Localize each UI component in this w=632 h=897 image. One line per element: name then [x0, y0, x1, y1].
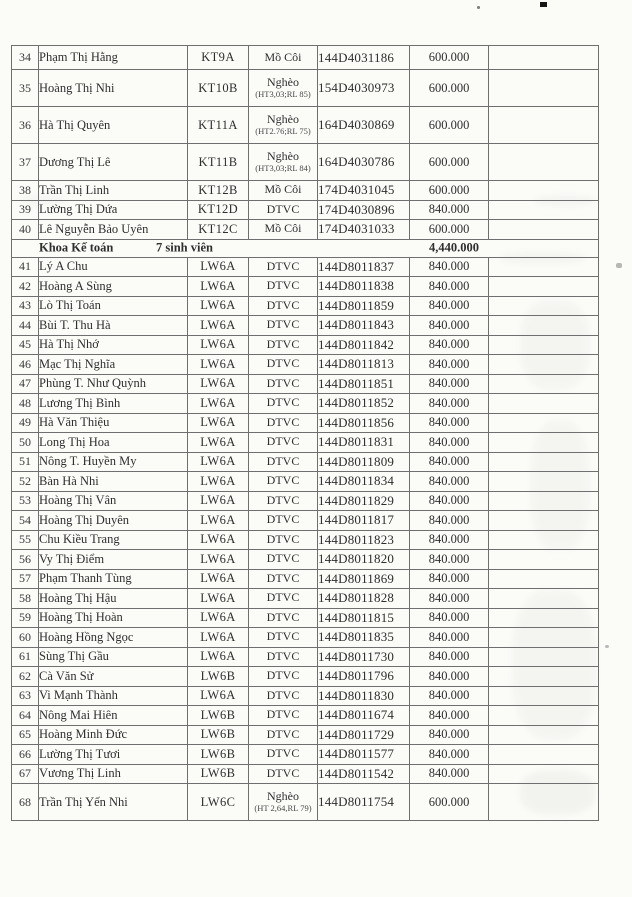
student-row: [12, 452, 599, 472]
cell-row-number: 42: [12, 277, 39, 297]
student-row: [12, 144, 599, 181]
student-row: [12, 706, 599, 726]
student-row: [12, 530, 599, 550]
cell-status: DTVC: [249, 413, 318, 433]
cell-student-id: 144D8011754: [318, 784, 410, 821]
cell-amount: 600.000: [410, 144, 489, 181]
cell-amount: 840.000: [410, 452, 489, 472]
status-label: Nghèo: [267, 149, 299, 164]
cell-student-id: 144D8011838: [318, 277, 410, 297]
student-row: [12, 433, 599, 453]
student-row: [12, 394, 599, 414]
cell-class-code: LW6A: [188, 647, 249, 667]
cell-row-number: 59: [12, 608, 39, 628]
cell-amount: 600.000: [410, 107, 489, 144]
cell-note-empty: [489, 491, 599, 511]
cell-class-code: LW6C: [188, 784, 249, 821]
cell-student-id: 144D8011837: [318, 257, 410, 277]
cell-amount: 840.000: [410, 413, 489, 433]
cell-student-name: Nông T. Huyền My: [39, 452, 188, 472]
cell-student-id: 174D4031033: [318, 220, 410, 240]
cell-note-empty: [489, 628, 599, 648]
student-count: 7 sinh viên: [156, 240, 213, 255]
cell-note-empty: [489, 316, 599, 336]
cell-amount: 840.000: [410, 394, 489, 414]
cell-status: DTVC: [249, 706, 318, 726]
faculty-name: Khoa Kế toán: [39, 240, 114, 255]
cell-class-code: KT9A: [188, 46, 249, 70]
cell-status: DTVC: [249, 647, 318, 667]
cell-row-number: 64: [12, 706, 39, 726]
student-row: [12, 316, 599, 336]
cell-amount: 600.000: [410, 181, 489, 201]
student-row: [12, 257, 599, 277]
cell-student-id: 144D8011815: [318, 608, 410, 628]
cell-student-name: Phùng T. Như Quỳnh: [39, 374, 188, 394]
cell-class-code: LW6A: [188, 374, 249, 394]
cell-class-code: LW6A: [188, 355, 249, 375]
status-note: (HT3,03;RL 85): [255, 89, 311, 100]
cell-note-empty: [489, 550, 599, 570]
cell-student-name: Nông Mai Hiên: [39, 706, 188, 726]
cell-note-empty: [489, 374, 599, 394]
cell-amount: 840.000: [410, 296, 489, 316]
cell-status: DTVC: [249, 608, 318, 628]
cell-row-number: 58: [12, 589, 39, 609]
cell-student-id: 144D8011674: [318, 706, 410, 726]
cell-row-number: 67: [12, 764, 39, 784]
cell-status: DTVC: [249, 257, 318, 277]
cell-row-number: 66: [12, 745, 39, 765]
cell-class-code: LW6A: [188, 413, 249, 433]
cell-note-empty: [489, 569, 599, 589]
cell-note-empty: [489, 70, 599, 107]
cell-class-code: LW6A: [188, 335, 249, 355]
cell-amount: 840.000: [410, 433, 489, 453]
cell-note-empty: [489, 200, 599, 220]
cell-note-empty: [489, 335, 599, 355]
student-row: [12, 589, 599, 609]
cell-student-id: 144D8011831: [318, 433, 410, 453]
cell-amount: 840.000: [410, 725, 489, 745]
faculty-total: 4,440.000: [429, 240, 479, 255]
student-row: [12, 628, 599, 648]
cell-note-empty: [489, 433, 599, 453]
cell-note-empty: [489, 107, 599, 144]
cell-student-id: 144D8011817: [318, 511, 410, 531]
cell-row-number: 60: [12, 628, 39, 648]
cell-student-name: Hoàng Thị Hậu: [39, 589, 188, 609]
cell-note-empty: [489, 296, 599, 316]
cell-amount: 840.000: [410, 335, 489, 355]
cell-status: [249, 144, 318, 181]
cell-amount: 840.000: [410, 277, 489, 297]
cell-amount: 840.000: [410, 706, 489, 726]
cell-amount: 840.000: [410, 686, 489, 706]
student-row: [12, 181, 599, 201]
cell-note-empty: [489, 647, 599, 667]
cell-student-name: Lường Thị Dứa: [39, 200, 188, 220]
cell-class-code: LW6A: [188, 394, 249, 414]
cell-note-empty: [489, 667, 599, 687]
cell-status: Mồ Côi: [249, 220, 318, 240]
status-note: (HT2.76;RL 75): [255, 126, 311, 137]
cell-student-name: Hà Văn Thiệu: [39, 413, 188, 433]
cell-note-empty: [489, 725, 599, 745]
cell-class-code: KT12C: [188, 220, 249, 240]
cell-class-code: LW6A: [188, 277, 249, 297]
cell-class-code: LW6A: [188, 550, 249, 570]
cell-note-empty: [489, 277, 599, 297]
cell-student-name: Hoàng Hồng Ngọc: [39, 628, 188, 648]
cell-student-name: Trần Thị Linh: [39, 181, 188, 201]
student-row: [12, 220, 599, 240]
cell-status: DTVC: [249, 491, 318, 511]
cell-class-code: LW6A: [188, 628, 249, 648]
cell-student-id: 164D4030869: [318, 107, 410, 144]
student-row: [12, 725, 599, 745]
cell-note-empty: [489, 745, 599, 765]
cell-status: Mồ Côi: [249, 46, 318, 70]
cell-student-name: Bùi T. Thu Hà: [39, 316, 188, 336]
cell-student-name: Long Thị Hoa: [39, 433, 188, 453]
cell-student-name: Hoàng Thị Nhi: [39, 70, 188, 107]
cell-amount: 600.000: [410, 784, 489, 821]
cell-status: DTVC: [249, 530, 318, 550]
cell-class-code: LW6A: [188, 316, 249, 336]
cell-student-name: Hoàng A Sùng: [39, 277, 188, 297]
cell-amount: 840.000: [410, 608, 489, 628]
cell-class-code: KT12D: [188, 200, 249, 220]
cell-amount: 840.000: [410, 569, 489, 589]
status-label: Nghèo: [267, 75, 299, 90]
cell-row-number: 49: [12, 413, 39, 433]
cell-amount: 840.000: [410, 491, 489, 511]
cell-status: DTVC: [249, 628, 318, 648]
cell-student-id: 144D8011813: [318, 355, 410, 375]
cell-student-name: Vy Thị Điểm: [39, 550, 188, 570]
student-row: [12, 491, 599, 511]
cell-row-number: 53: [12, 491, 39, 511]
student-row: [12, 413, 599, 433]
cell-row-number: 68: [12, 784, 39, 821]
cell-amount: 840.000: [410, 472, 489, 492]
student-row: [12, 335, 599, 355]
cell-amount: 840.000: [410, 316, 489, 336]
student-row: [12, 764, 599, 784]
cell-student-id: 144D8011852: [318, 394, 410, 414]
cell-student-id: 144D8011830: [318, 686, 410, 706]
student-row: [12, 550, 599, 570]
cell-student-name: Hoàng Minh Đức: [39, 725, 188, 745]
cell-row-number: 35: [12, 70, 39, 107]
cell-student-name: Hoàng Thị Duyên: [39, 511, 188, 531]
cell-student-id: 144D8011820: [318, 550, 410, 570]
cell-note-empty: [489, 355, 599, 375]
cell-class-code: LW6A: [188, 511, 249, 531]
cell-student-id: 144D8011828: [318, 589, 410, 609]
cell-row-number: 56: [12, 550, 39, 570]
table-body: [12, 46, 599, 821]
cell-note-empty: [489, 706, 599, 726]
cell-student-id: 144D8011869: [318, 569, 410, 589]
faculty-summary-row: [12, 239, 599, 257]
cell-student-name: Phạm Thanh Tùng: [39, 569, 188, 589]
cell-class-code: KT10B: [188, 70, 249, 107]
student-row: [12, 647, 599, 667]
cell-status: DTVC: [249, 569, 318, 589]
cell-note-empty: [489, 144, 599, 181]
cell-class-code: LW6A: [188, 608, 249, 628]
cell-note-empty: [489, 530, 599, 550]
cell-class-code: LW6A: [188, 452, 249, 472]
student-row: [12, 296, 599, 316]
status-label: Nghèo: [267, 789, 299, 804]
cell-student-id: 144D8011856: [318, 413, 410, 433]
cell-status: DTVC: [249, 667, 318, 687]
cell-row-number: 52: [12, 472, 39, 492]
cell-student-name: Hoàng Thị Hoàn: [39, 608, 188, 628]
cell-class-code: LW6A: [188, 569, 249, 589]
cell-row-number: 36: [12, 107, 39, 144]
cell-amount: 600.000: [410, 70, 489, 107]
cell-row-number: 61: [12, 647, 39, 667]
cell-student-id: 144D8011834: [318, 472, 410, 492]
cell-status: DTVC: [249, 335, 318, 355]
cell-row-number: 57: [12, 569, 39, 589]
cell-student-name: Bàn Hà Nhi: [39, 472, 188, 492]
student-row: [12, 686, 599, 706]
scan-artifact-mark: [540, 2, 547, 7]
scan-speck: [605, 645, 609, 648]
cell-amount: 840.000: [410, 764, 489, 784]
cell-student-name: Sùng Thị Gầu: [39, 647, 188, 667]
cell-student-name: Lê Nguyễn Bảo Uyên: [39, 220, 188, 240]
cell-row-number: 47: [12, 374, 39, 394]
cell-student-name: Vi Mạnh Thành: [39, 686, 188, 706]
student-row: [12, 355, 599, 375]
cell-status: DTVC: [249, 589, 318, 609]
cell-student-id: 144D8011542: [318, 764, 410, 784]
cell-class-code: KT11B: [188, 144, 249, 181]
cell-note-empty: [489, 686, 599, 706]
cell-note-empty: [489, 452, 599, 472]
cell-status: [249, 784, 318, 821]
cell-student-name: Hà Thị Nhớ: [39, 335, 188, 355]
cell-class-code: LW6A: [188, 491, 249, 511]
cell-amount: 840.000: [410, 257, 489, 277]
cell-student-name: Chu Kiều Trang: [39, 530, 188, 550]
student-row: [12, 374, 599, 394]
cell-note-empty: [489, 511, 599, 531]
cell-amount: 840.000: [410, 374, 489, 394]
cell-note-empty: [489, 608, 599, 628]
status-note: (HT3,03;RL 84): [255, 163, 311, 174]
cell-row-number: 55: [12, 530, 39, 550]
cell-row-number: 54: [12, 511, 39, 531]
cell-status: Mồ Côi: [249, 181, 318, 201]
cell-row-number: 62: [12, 667, 39, 687]
cell-class-code: KT11A: [188, 107, 249, 144]
student-row: [12, 277, 599, 297]
cell-status: DTVC: [249, 686, 318, 706]
cell-note-empty: [489, 181, 599, 201]
scan-speck: [477, 6, 480, 9]
cell-class-code: LW6A: [188, 686, 249, 706]
cell-student-id: 144D4031186: [318, 46, 410, 70]
cell-class-code: LW6A: [188, 257, 249, 277]
cell-note-empty: [489, 413, 599, 433]
cell-class-code: LW6B: [188, 745, 249, 765]
cell-class-code: KT12B: [188, 181, 249, 201]
cell-row-number: 40: [12, 220, 39, 240]
cell-row-number: 63: [12, 686, 39, 706]
cell-student-name: Lường Thị Tươi: [39, 745, 188, 765]
cell-student-id: 144D8011842: [318, 335, 410, 355]
faculty-summary-cell: [12, 239, 599, 257]
cell-note-empty: [489, 472, 599, 492]
cell-class-code: LW6B: [188, 706, 249, 726]
cell-status: DTVC: [249, 433, 318, 453]
cell-note-empty: [489, 220, 599, 240]
cell-class-code: LW6A: [188, 472, 249, 492]
student-row: [12, 569, 599, 589]
cell-status: DTVC: [249, 745, 318, 765]
status-note: (HT 2,64,RL 79): [254, 803, 312, 814]
cell-student-id: 144D8011729: [318, 725, 410, 745]
cell-class-code: LW6A: [188, 296, 249, 316]
cell-row-number: 34: [12, 46, 39, 70]
cell-status: DTVC: [249, 725, 318, 745]
cell-class-code: LW6A: [188, 433, 249, 453]
student-row: [12, 511, 599, 531]
student-row: [12, 200, 599, 220]
cell-class-code: LW6A: [188, 589, 249, 609]
cell-student-id: 174D4031045: [318, 181, 410, 201]
cell-row-number: 51: [12, 452, 39, 472]
cell-student-name: Trần Thị Yến Nhi: [39, 784, 188, 821]
cell-row-number: 65: [12, 725, 39, 745]
cell-student-id: 144D8011823: [318, 530, 410, 550]
cell-student-id: 154D4030973: [318, 70, 410, 107]
cell-row-number: 50: [12, 433, 39, 453]
cell-student-name: Dương Thị Lê: [39, 144, 188, 181]
cell-student-id: 144D8011835: [318, 628, 410, 648]
cell-note-empty: [489, 257, 599, 277]
cell-amount: 840.000: [410, 628, 489, 648]
cell-student-name: Vương Thị Linh: [39, 764, 188, 784]
cell-row-number: 38: [12, 181, 39, 201]
student-row: [12, 70, 599, 107]
student-row: [12, 472, 599, 492]
cell-note-empty: [489, 394, 599, 414]
cell-class-code: LW6A: [188, 530, 249, 550]
cell-class-code: LW6B: [188, 725, 249, 745]
cell-row-number: 48: [12, 394, 39, 414]
cell-student-id: 144D8011809: [318, 452, 410, 472]
cell-status: DTVC: [249, 316, 318, 336]
cell-student-name: Lý A Chu: [39, 257, 188, 277]
cell-status: DTVC: [249, 550, 318, 570]
cell-student-name: Hoàng Thị Vân: [39, 491, 188, 511]
cell-status: DTVC: [249, 764, 318, 784]
cell-amount: 840.000: [410, 745, 489, 765]
cell-class-code: LW6B: [188, 667, 249, 687]
cell-amount: 840.000: [410, 200, 489, 220]
cell-amount: 840.000: [410, 530, 489, 550]
cell-student-id: 164D4030786: [318, 144, 410, 181]
cell-note-empty: [489, 784, 599, 821]
cell-status: DTVC: [249, 394, 318, 414]
student-row: [12, 745, 599, 765]
cell-amount: 840.000: [410, 589, 489, 609]
cell-class-code: LW6B: [188, 764, 249, 784]
cell-status: [249, 107, 318, 144]
cell-row-number: 37: [12, 144, 39, 181]
cell-note-empty: [489, 764, 599, 784]
cell-row-number: 46: [12, 355, 39, 375]
cell-status: DTVC: [249, 200, 318, 220]
student-row: [12, 46, 599, 70]
cell-student-name: Hà Thị Quyên: [39, 107, 188, 144]
cell-amount: 840.000: [410, 355, 489, 375]
cell-row-number: 41: [12, 257, 39, 277]
cell-student-name: Phạm Thị Hằng: [39, 46, 188, 70]
cell-note-empty: [489, 46, 599, 70]
cell-status: DTVC: [249, 296, 318, 316]
cell-student-id: 144D8011829: [318, 491, 410, 511]
cell-status: DTVC: [249, 277, 318, 297]
cell-student-name: Cà Văn Sử: [39, 667, 188, 687]
cell-row-number: 39: [12, 200, 39, 220]
student-row: [12, 784, 599, 821]
cell-student-name: Lò Thị Toán: [39, 296, 188, 316]
student-stipend-table: [11, 45, 599, 821]
cell-amount: 600.000: [410, 46, 489, 70]
cell-student-id: 144D8011796: [318, 667, 410, 687]
cell-row-number: 43: [12, 296, 39, 316]
status-label: Nghèo: [267, 112, 299, 127]
student-row: [12, 667, 599, 687]
cell-student-name: Lương Thị Bình: [39, 394, 188, 414]
cell-student-id: 144D8011730: [318, 647, 410, 667]
cell-status: DTVC: [249, 452, 318, 472]
cell-student-name: Mạc Thị Nghĩa: [39, 355, 188, 375]
cell-status: [249, 70, 318, 107]
cell-status: DTVC: [249, 511, 318, 531]
cell-row-number: 44: [12, 316, 39, 336]
cell-student-id: 144D8011577: [318, 745, 410, 765]
scan-speck: [616, 263, 622, 268]
student-row: [12, 107, 599, 144]
cell-status: DTVC: [249, 374, 318, 394]
cell-student-id: 144D8011851: [318, 374, 410, 394]
cell-amount: 840.000: [410, 550, 489, 570]
cell-note-empty: [489, 589, 599, 609]
cell-amount: 840.000: [410, 667, 489, 687]
cell-row-number: 45: [12, 335, 39, 355]
cell-student-id: 144D8011843: [318, 316, 410, 336]
cell-student-id: 144D8011859: [318, 296, 410, 316]
cell-amount: 840.000: [410, 647, 489, 667]
cell-amount: 600.000: [410, 220, 489, 240]
cell-student-id: 174D4030896: [318, 200, 410, 220]
cell-status: DTVC: [249, 355, 318, 375]
student-row: [12, 608, 599, 628]
cell-status: DTVC: [249, 472, 318, 492]
cell-amount: 840.000: [410, 511, 489, 531]
